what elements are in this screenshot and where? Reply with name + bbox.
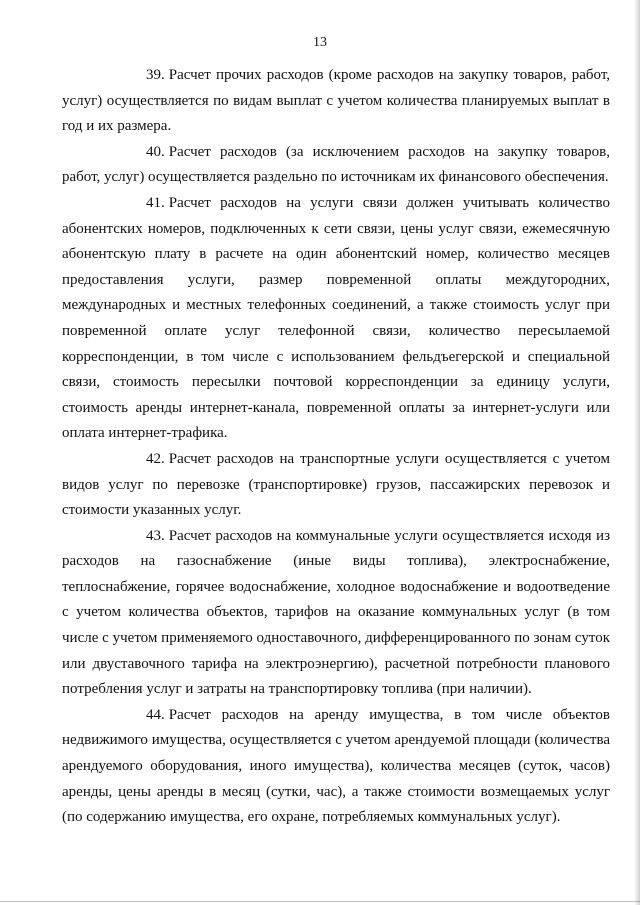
paragraph-39: [62, 63, 610, 140]
paragraph-number: 43.: [146, 527, 165, 544]
paragraph-number: 42.: [146, 450, 165, 467]
paragraph-number: 41.: [146, 194, 165, 211]
paragraph-text: Расчет расходов на аренду имущества, в том числе объектов недвижимого имущества, осуществляется с учетом арендуемой площади (количества арендуемого оборудования, иного имущества), количества месяцев (суток, часов) аренды, цены аренды в месяц (сутки, час), а также стоимости возмещаемых услуг (по содержанию имущества, его охране, потребляемых коммунальных услуг).: [62, 706, 610, 826]
paragraph-text: Расчет расходов (за исключением расходов на закупку товаров, работ, услуг) осуществляется раздельно по источникам их финансового обеспечения.: [62, 143, 610, 186]
page-edge-shadow: [634, 0, 640, 905]
paragraph-number: 44.: [146, 706, 165, 723]
paragraph-text: Расчет расходов на коммунальные услуги осуществляется исходя из расходов на газоснабжение (иные виды топлива), электроснабжение, теплоснабжение, горячее водоснабжение, холодное водоснабжение и водоотведение с учетом количества объектов, тарифов на оказание коммунальных услуг (в том числе с учетом применяемого одноставочного, дифференцированного по зонам суток или двуставочного тарифа на электроэнергию), расчетной потребности планового потребления услуг и затраты на транспортировку топлива (при наличии).: [62, 527, 610, 698]
paragraph-41: [62, 191, 610, 447]
scan-bottom-edge: [0, 901, 640, 902]
page-number: 13: [313, 35, 327, 50]
paragraph-43: [62, 524, 610, 703]
paragraph-number: 39.: [146, 67, 165, 83]
paragraph-40: [62, 140, 610, 191]
paragraph-number: 40.: [146, 143, 165, 160]
paragraph-text: Расчет расходов на услуги связи должен учитывать количество абонентских номеров, подключенных к сети связи, цены услуг связи, ежемесячную абонентскую плату в расчете на один абонентский номер, количество месяцев предоставления услуги, размер повременной оплаты междугородних, международных и местных телефонных соединений, а также стоимость услуг при повременной оплате услуг телефонной связи, количество пересылаемой корреспонденции, в том числе с использованием фельдъегерской и специальной связи, стоимость пересылки почтовой корреспонденции за единицу услуги, стоимость аренды интернет-канала, повременной оплаты за интернет-услуги или оплата интернет-трафика.: [62, 194, 610, 442]
document-body: [62, 63, 610, 831]
paragraph-42: [62, 447, 610, 524]
paragraph-44: [62, 703, 610, 831]
paragraph-text: Расчет расходов на транспортные услуги осуществляется с учетом видов услуг по перевозке (транспортировке) грузов, пассажирских перевозок и стоимости указанных услуг.: [62, 450, 610, 519]
paragraph-text: Расчет прочих расходов (кроме расходов на закупку товаров, работ, услуг) осуществляется по видам выплат с учетом количества планируемых выплат в год и их размера.: [62, 67, 610, 135]
